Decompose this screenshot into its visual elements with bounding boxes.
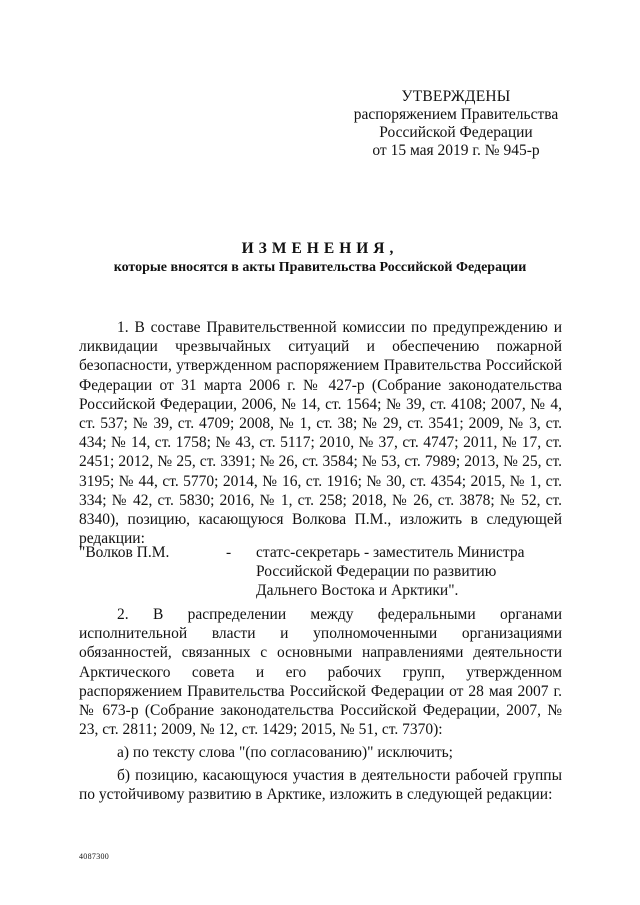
document-code: 4087300	[79, 852, 110, 861]
entry-position-line-2: Российской Федерации по развитию	[256, 563, 497, 580]
approval-line-2: Российской Федерации	[379, 124, 533, 141]
approval-heading: УТВЕРЖДЕНЫ	[401, 88, 511, 105]
approval-block	[352, 88, 560, 160]
item-a: а) по тексту слова "(по согласованию)" исключить;	[117, 744, 453, 761]
entry-dash: -	[226, 544, 232, 561]
entry-position	[256, 543, 556, 600]
paragraph-1: 1. В составе Правительственной комиссии по предупреждению и ликвидации чрезвычайных ситуаций и обеспечению пожарной безопасности, утвержденном распоряжением Правительства Российской Федерации от 31 марта 2006 г. № 427-р (Собрание законодательства Российской Федерации, 2006, № 14, ст. 1564; № 39, ст. 4108; 2007, № 4, ст. 537; № 39, ст. 4709; 2008, № 1, ст. 38; № 29, ст. 3541; 2009, № 3, ст. 434; № 14, ст. 1758; № 43, ст. 5117; 2010, № 37, ст. 4747; 2011, № 17, ст. 2451; 2012, № 25, ст. 3391; № 26, ст. 3584; № 53, ст. 7989; 2013, № 25, ст. 3195; № 44, ст. 5770; 2014, № 16, ст. 1916; № 30, ст. 4354; 2015, № 1, ст. 334; № 42, ст. 5830; 2016, № 1, ст. 258; 2018, № 26, ст. 3878; № 52, ст. 8340), позицию, касающуюся Волкова П.М., изложить в следующей редакции:	[79, 319, 562, 548]
document-subtitle: которые вносятся в акты Правительства Российской Федерации	[113, 260, 527, 275]
entry-name: "Волков П.М.	[79, 544, 170, 561]
paragraph-2: 2. В распределении между федеральными органами исполнительной власти и уполномоченными организациями обязанностей, связанных с основными направлениями деятельности Арктического совета и его рабочих групп, утвержденном распоряжением Правительства Российской Федерации от 28 мая 2007 г. № 673-р (Собрание законодательства Российской Федерации, 2007, № 23, ст. 2811; 2009, № 12, ст. 1429; 2015, № 51, ст. 7370):	[79, 606, 562, 739]
approval-line-3: от 15 мая 2019 г. № 945-р	[372, 142, 540, 159]
item-b: б) позицию, касающуюся участия в деятельности рабочей группы по устойчивому развитию в Арктике, изложить в следующей редакции:	[79, 767, 562, 804]
entry-position-line-1: статс-секретарь - заместитель Министра	[256, 544, 525, 561]
document-title: ИЗМЕНЕНИЯ,	[241, 240, 399, 257]
approval-line-1: распоряжением Правительства	[353, 106, 559, 123]
entry-position-line-3: Дальнего Востока и Арктики".	[256, 582, 459, 599]
